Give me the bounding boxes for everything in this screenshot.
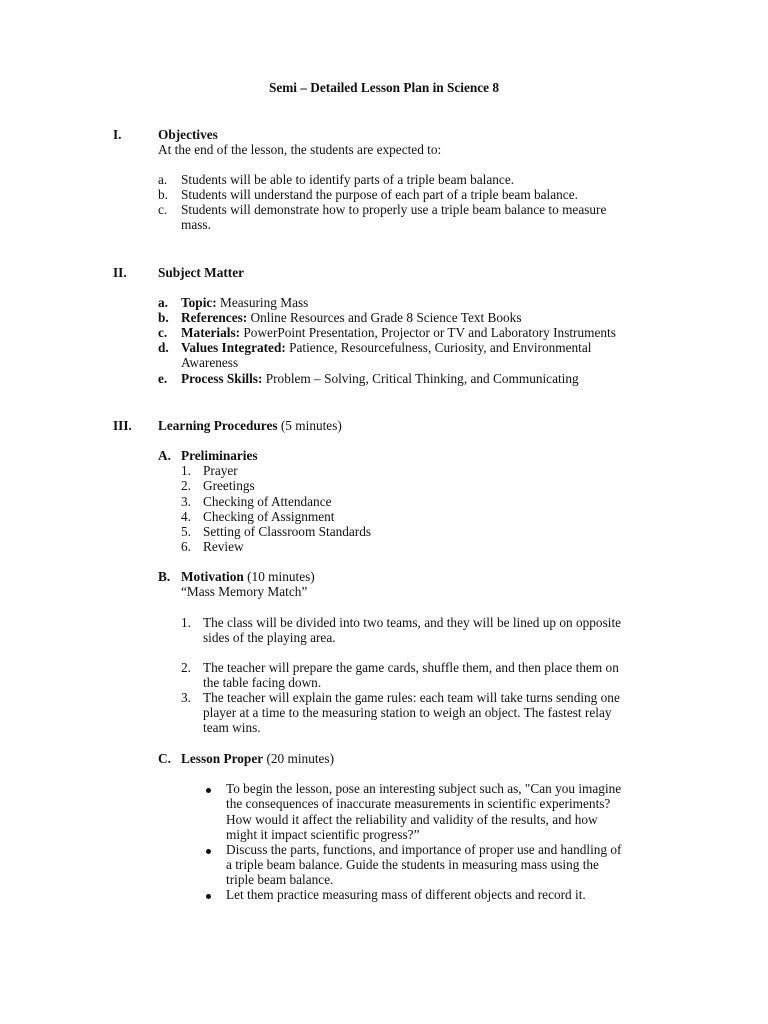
objectives-intro: At the end of the lesson, the students are expected to: (158, 142, 442, 157)
objective-text: Students will demonstrate how to properly use a triple beam balance to measure (181, 202, 607, 217)
lesson-proper-heading-line (181, 751, 334, 766)
motivation-heading-line (181, 569, 315, 584)
subject-marker: d. (158, 340, 169, 355)
bullet-text-continued: a triple beam balance. Guide the students in measuring mass using the (226, 857, 599, 872)
subject-value: Problem – Solving, Critical Thinking, and Communicating (265, 371, 579, 386)
subject-item-materials (181, 325, 616, 340)
subject-item-values (181, 340, 591, 355)
bullet-text-continued: the consequences of inaccurate measurements in scientific experiments? (226, 796, 611, 811)
subject-label: Materials: (181, 325, 241, 340)
bullet-text-continued: How would it affect the reliability and validity of the results, and how (226, 812, 598, 827)
subject-value: PowerPoint Presentation, Projector or TV and Laboratory Instruments (243, 325, 616, 340)
motivation-heading: Motivation (181, 569, 244, 584)
preliminaries-heading: Preliminaries (181, 448, 258, 463)
subject-marker: b. (158, 310, 169, 325)
step-text: The teacher will explain the game rules: each team will take turns sending one (203, 690, 620, 705)
section-numeral-objectives: I. (113, 127, 122, 142)
list-item-marker: 3. (181, 494, 191, 509)
list-item: Checking of Assignment (203, 509, 335, 524)
subject-item-topic (181, 295, 308, 310)
subject-marker: e. (158, 371, 168, 386)
objective-text: Students will be able to identify parts of a triple beam balance. (181, 172, 515, 187)
section-heading-objectives: Objectives (158, 127, 218, 142)
procedures-duration: (5 minutes) (280, 418, 342, 433)
subject-value: Patience, Resourcefulness, Curiosity, and Environmental (289, 340, 592, 355)
section-numeral-procedures: III. (113, 418, 132, 433)
bullet-text-continued: might it impact scientific progress?” (226, 827, 420, 842)
list-item: Greetings (203, 478, 255, 493)
step-text-continued: player at a time to the measuring station to weigh an object. The fastest relay (203, 705, 612, 720)
bullet-text: Let them practice measuring mass of different objects and record it. (226, 887, 586, 902)
list-item: Prayer (203, 463, 238, 478)
lesson-proper-marker: C. (158, 751, 171, 766)
list-item-marker: 6. (181, 539, 191, 554)
list-item-marker: 4. (181, 509, 191, 524)
step-text-continued: team wins. (203, 720, 261, 735)
section-heading-procedures (158, 418, 342, 433)
section-numeral-subject-matter: II. (113, 265, 127, 280)
subject-marker: a. (158, 295, 168, 310)
list-item: Checking of Attendance (203, 494, 332, 509)
subject-value: Measuring Mass (220, 295, 309, 310)
step-marker: 3. (181, 690, 191, 705)
bullet-dot (206, 894, 211, 899)
objective-marker: b. (158, 187, 168, 202)
subject-label: Process Skills: (181, 371, 263, 386)
list-item-marker: 1. (181, 463, 191, 478)
subject-label: Values Integrated: (181, 340, 286, 355)
bullet-dot (206, 788, 211, 793)
list-item-marker: 5. (181, 524, 191, 539)
bullet-text: Discuss the parts, functions, and importance of proper use and handling of (226, 842, 622, 857)
step-text: The teacher will prepare the game cards, shuffle them, and then place them on (203, 660, 619, 675)
subject-value: Online Resources and Grade 8 Science Text Books (250, 310, 522, 325)
subject-value-continued: Awareness (181, 355, 239, 370)
subject-label: Topic: (181, 295, 217, 310)
motivation-marker: B. (158, 569, 171, 584)
step-marker: 1. (181, 615, 191, 630)
subject-item-process-skills (181, 371, 579, 386)
lesson-proper-heading: Lesson Proper (181, 751, 264, 766)
list-item-marker: 2. (181, 478, 191, 493)
section-heading-subject-matter: Subject Matter (158, 265, 245, 280)
subject-marker: c. (158, 325, 168, 340)
procedures-heading-text: Learning Procedures (158, 418, 278, 433)
step-text-continued: the table facing down. (203, 675, 322, 690)
lesson-proper-duration: (20 minutes) (266, 751, 335, 766)
step-text-continued: sides of the playing area. (203, 630, 336, 645)
motivation-duration: (10 minutes) (247, 569, 315, 584)
bullet-text: To begin the lesson, pose an interesting subject such as, "Can you imagine (226, 781, 622, 796)
step-text: The class will be divided into two teams, and they will be lined up on opposite (203, 615, 622, 630)
bullet-dot (206, 849, 211, 854)
list-item: Setting of Classroom Standards (203, 524, 372, 539)
objective-text: Students will understand the purpose of each part of a triple beam balance. (181, 187, 578, 202)
bullet-text-continued: triple beam balance. (226, 872, 334, 887)
step-marker: 2. (181, 660, 191, 675)
objective-marker: a. (158, 172, 168, 187)
objective-marker: c. (158, 202, 168, 217)
preliminaries-marker: A. (158, 448, 171, 463)
objective-text-continued: mass. (181, 217, 211, 232)
motivation-activity-name: “Mass Memory Match” (181, 584, 308, 599)
list-item: Review (203, 539, 244, 554)
subject-label: References: (181, 310, 248, 325)
subject-item-references (181, 310, 522, 325)
document-title: Semi – Detailed Lesson Plan in Science 8 (268, 80, 500, 95)
